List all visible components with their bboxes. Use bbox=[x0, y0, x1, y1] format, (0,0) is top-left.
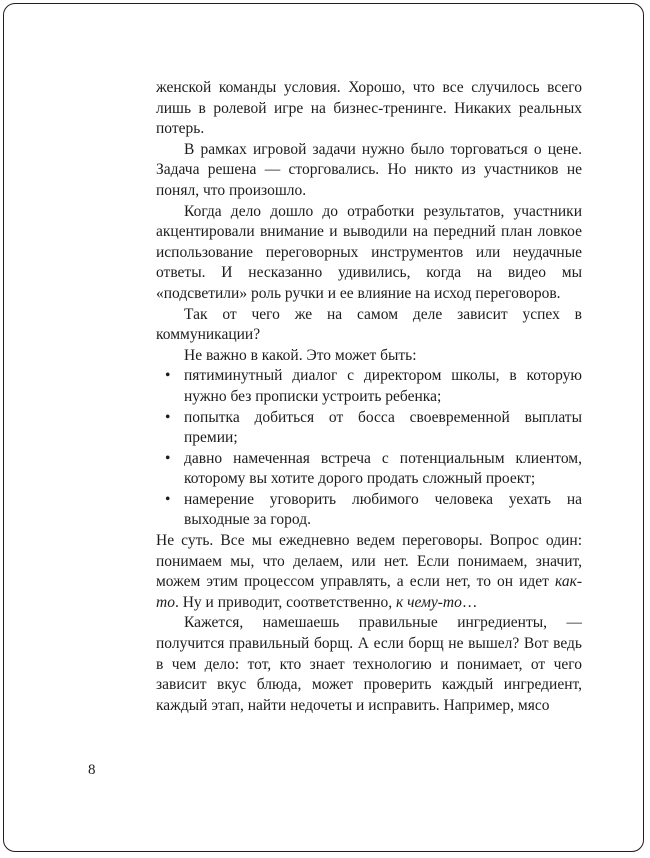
list-item-text: давно намеченная встреча с потенциальным клиентом, которому вы хотите дорого продать сложный проект; bbox=[184, 449, 582, 488]
page-number: 8 bbox=[88, 762, 96, 778]
bullet-icon: • bbox=[165, 367, 171, 385]
bullet-list bbox=[156, 366, 582, 531]
list-item bbox=[156, 408, 582, 449]
paragraph: Так от чего же на самом деле зависит успех в коммуникации? bbox=[156, 305, 582, 344]
bullet-icon: • bbox=[165, 408, 171, 426]
paragraph: Не важно в какой. Это может быть: bbox=[184, 346, 417, 364]
paragraph bbox=[156, 531, 582, 613]
list-item-text: попытка добиться от босса своевременной выплаты премии; bbox=[184, 408, 582, 447]
paragraph-continuation: женской команды условия. Хорошо, что все случилось всего лишь в ролевой игре на бизнес-тренинге. Никаких реальных потерь. bbox=[156, 79, 582, 138]
list-item bbox=[156, 449, 582, 490]
list-item bbox=[156, 490, 582, 531]
bullet-icon: • bbox=[165, 490, 171, 508]
paragraph: В рамках игровой задачи нужно было торговаться о цене. Задача решена — сторговались. Но никто из участников не понял, что произошло. bbox=[156, 140, 582, 199]
list-item bbox=[156, 366, 582, 407]
text-run-italic: к чему-то bbox=[395, 593, 462, 611]
text-run-italic: как-то bbox=[156, 573, 582, 611]
bullet-icon: • bbox=[165, 449, 171, 467]
book-page-frame bbox=[3, 3, 644, 852]
list-item-text: пятиминутный диалог с директором школы, в которую нужно без прописки устроить ребенка; bbox=[184, 367, 582, 405]
paragraph: Когда дело дошло до отработки результатов, участники акцентировали внимание и выводили на передний план ловкое использование переговорных инструментов или неудачные ответы. И несказанно удивились, когда на видео мы «подсветили» роль ручки и ее влияние на исход переговоров. bbox=[156, 202, 582, 302]
text-run: Не суть. Все мы ежедневно ведем переговоры. Вопрос один: понимаем мы, что делаем, или нет. Если понимаем, значит, можем этим процессом управлять, а если нет, то он идет bbox=[156, 532, 582, 591]
text-run: … bbox=[461, 593, 478, 611]
text-run: . Ну и приводит, соответственно, bbox=[174, 593, 396, 611]
paragraph: Кажется, намешаешь правильные ингредиенты, — получится правильный борщ. А если борщ не вышел? Вот ведь в чем дело: тот, кто знает технологию и понимает, от чего зависит вкус блюда, может проверить каждый ингредиент, каждый этап, найти недочеты и исправить. Например, мясо bbox=[156, 614, 582, 714]
list-item-text: намерение уговорить любимого человека уехать на выходные за город. bbox=[184, 490, 582, 529]
body-text bbox=[156, 78, 582, 716]
